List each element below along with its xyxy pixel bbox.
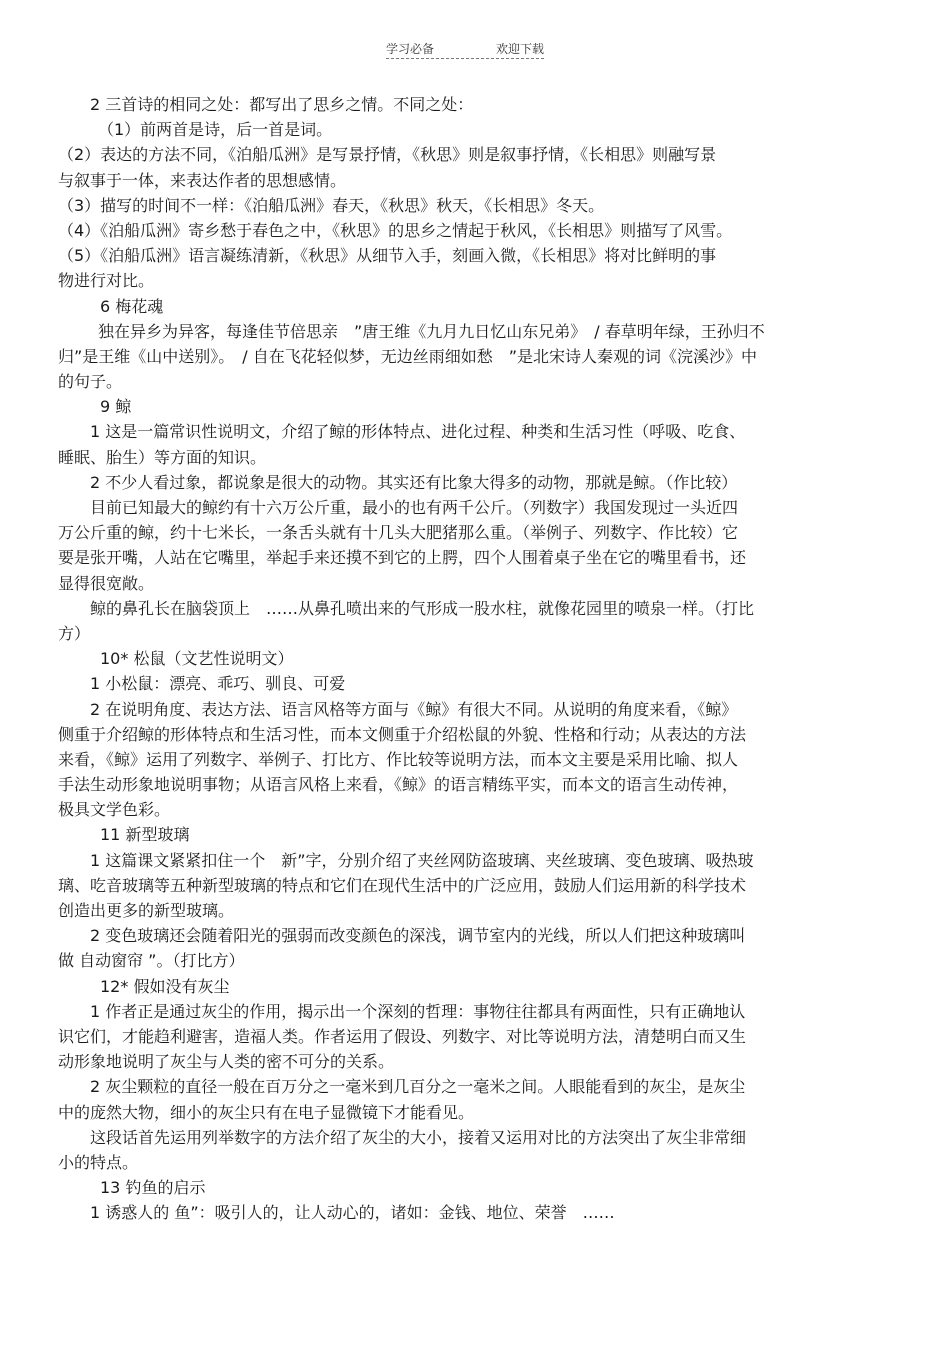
text-line: 与叙事于一体，来表达作者的思想感情。 xyxy=(58,170,347,190)
text-line: 手法生动形象地说明事物；从语言风格上来看，《鲸》的语言精练平实，而本文的语言生动传神， xyxy=(58,775,739,795)
text-line: 9 鲸 xyxy=(100,397,132,417)
text-line: 2 在说明角度、表达方法、语言风格等方面与《鲸》有很大不同。从说明的角度来看，《鲸》 xyxy=(90,699,738,719)
text-line: 侧重于介绍鲸的形体特点和生活习性，而本文侧重于介绍松鼠的外貌、性格和行动；从表达的方法 xyxy=(58,724,747,744)
text-line: （5）《泊船瓜洲》语言凝练清新，《秋思》从细节入手，刻画入微，《长相思》将对比鲜明的事 xyxy=(58,246,717,266)
text-line: 6 梅花魂 xyxy=(100,296,164,316)
text-line: 万公斤重的鲸，约十七米长，一条舌头就有十几头大肥猪那么重。（举例子、列数字、作比较）它 xyxy=(58,523,739,543)
text-line: 中的庞然大物，细小的灰尘只有在电子显微镜下才能看见。 xyxy=(58,1102,475,1122)
text-line: 这段话首先运用列举数字的方法介绍了灰尘的大小，接着又运用对比的方法突出了灰尘非常细 xyxy=(90,1127,747,1147)
text-line: 11 新型玻璃 xyxy=(100,825,190,845)
text-line: 10* 松鼠（文艺性说明文） xyxy=(100,649,294,669)
text-line: 创造出更多的新型玻璃。 xyxy=(58,901,235,920)
text-line: 1 这篇课文紧紧扣住一个 新”字，分别介绍了夹丝网防盗玻璃、夹丝玻璃、变色玻璃、吸热玻 xyxy=(90,850,754,870)
header-rule xyxy=(386,58,544,59)
text-line: 2 三首诗的相同之处：都写出了思乡之情。不同之处： xyxy=(90,95,474,114)
text-line: 璃、吃音玻璃等五种新型玻璃的特点和它们在现代生活中的广泛应用，鼓励人们运用新的科学技术 xyxy=(58,875,747,895)
text-line: （4）《泊船瓜洲》寄乡愁于春色之中，《秋思》的思乡之情起于秋风，《长相思》则描写了风雪。 xyxy=(58,220,733,240)
text-line: 独在异乡为异客，每逢佳节倍思亲 ”唐王维《九月九日忆山东兄弟》 / 春草明年绿，王孙归不 xyxy=(98,321,765,341)
text-line: 要是张开嘴，人站在它嘴里，举起手来还摸不到它的上腭，四个人围着桌子坐在它的嘴里看书，还 xyxy=(58,548,747,568)
text-line: 识它们，才能趋利避害，造福人类。作者运用了假设、列数字、对比等说明方法，清楚明白而又生 xyxy=(58,1026,747,1046)
text-line: 方） xyxy=(58,623,91,643)
text-line: （1）前两首是诗，后一首是词。 xyxy=(98,120,333,140)
text-line: 目前已知最大的鲸约有十六万公斤重，最小的也有两千公斤。（列数字）我国发现过一头近四 xyxy=(90,498,739,517)
text-line: 2 不少人看过象，都说象是很大的动物。其实还有比象大得多的动物，那就是鲸。（作比较） xyxy=(90,472,738,492)
header-right-text: 欢迎下载 xyxy=(496,42,545,56)
text-line: 显得很宽敞。 xyxy=(58,573,155,593)
text-line: 2 灰尘颗粒的直径一般在百万分之一毫米到几百分之一毫米之间。人眼能看到的灰尘，是灰尘 xyxy=(90,1077,746,1097)
text-line: 2 变色玻璃还会随着阳光的强弱而改变颜色的深浅，调节室内的光线，所以人们把这种玻璃叫 xyxy=(90,926,746,946)
text-line: 1 这是一篇常识性说明文，介绍了鲸的形体特点、进化过程、种类和生活习性（呼吸、吃食、 xyxy=(90,422,746,442)
text-line: 极具文学色彩。 xyxy=(58,800,171,820)
text-line: 1 诱惑人的 鱼”：吸引人的，让人动心的，诸如：金钱、地位、荣誉 …… xyxy=(90,1203,615,1223)
text-line: 1 作者正是通过灰尘的作用，揭示出一个深刻的哲理：事物往往都具有两面性，只有正确地认 xyxy=(90,1001,746,1021)
text-line: （3）描写的时间不一样：《泊船瓜洲》春天，《秋思》秋天，《长相思》冬天。 xyxy=(58,195,605,215)
text-line: 做 自动窗帘 ”。（打比方） xyxy=(58,951,245,971)
text-line: 鲸的鼻孔长在脑袋顶上 ……从鼻孔喷出来的气形成一股水柱，就像花园里的喷泉一样。（打比 xyxy=(90,598,755,618)
header-left-text: 学习必备 xyxy=(386,42,435,56)
text-line: 的句子。 xyxy=(58,372,123,392)
text-line: （2）表达的方法不同，《泊船瓜洲》是写景抒情，《秋思》则是叙事抒情，《长相思》则融写景 xyxy=(58,145,717,165)
document-body xyxy=(58,92,868,1225)
text-line: 小的特点。 xyxy=(58,1152,139,1172)
text-line: 归”是王维《山中送别》。 / 自在飞花轻似梦，无边丝雨细如愁 ”是北宋诗人秦观的词《浣溪沙》中 xyxy=(58,346,758,366)
text-line: 来看，《鲸》运用了列数字、举例子、打比方、作比较等说明方法，而本文主要是采用比喻、拟人 xyxy=(58,749,739,769)
text-line: 动形象地说明了灰尘与人类的密不可分的关系。 xyxy=(58,1052,395,1072)
text-line: 物进行对比。 xyxy=(58,271,155,291)
text-line: 睡眠、胎生）等方面的知识。 xyxy=(58,447,267,467)
text-line: 13 钓鱼的启示 xyxy=(100,1178,206,1198)
text-line: 1 小松鼠：漂亮、乖巧、驯良、可爱 xyxy=(90,674,346,694)
text-line: 12* 假如没有灰尘 xyxy=(100,976,230,996)
